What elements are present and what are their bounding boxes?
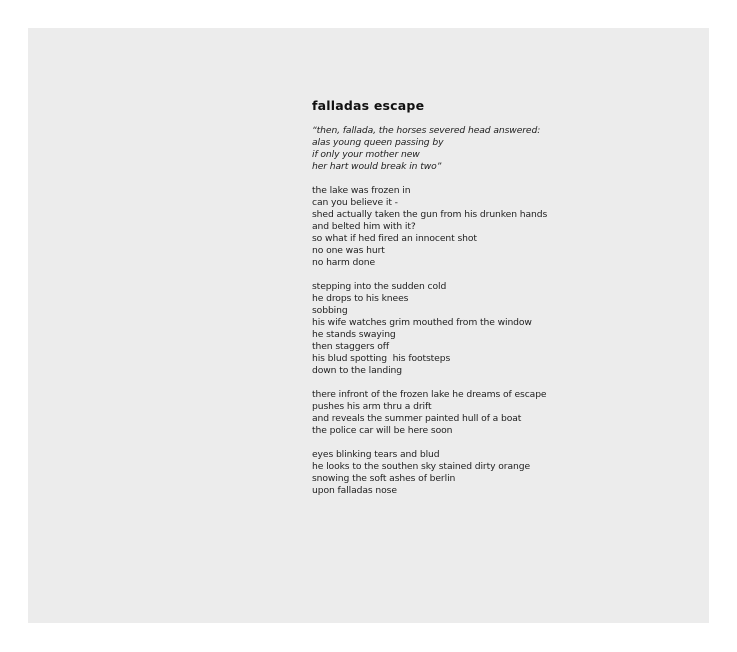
poem-line: shed actually taken the gun from his drunken hands bbox=[312, 209, 548, 220]
poem-line: he stands swaying bbox=[312, 329, 396, 340]
poem-line: stepping into the sudden cold bbox=[312, 281, 447, 292]
stanza-3 bbox=[312, 389, 547, 437]
poem-line: can you believe it - bbox=[312, 197, 398, 208]
poem-line: the police car will be here soon bbox=[312, 425, 453, 436]
poem-line: pushes his arm thru a drift bbox=[312, 401, 432, 412]
stanza-1 bbox=[312, 185, 547, 269]
poem-line: his wife watches grim mouthed from the window bbox=[312, 317, 532, 328]
poem-line: no one was hurt bbox=[312, 245, 385, 256]
stanza-epigraph bbox=[312, 125, 547, 173]
poem-line: alas young queen passing by bbox=[312, 137, 444, 148]
stanza-4 bbox=[312, 449, 547, 497]
poem-line: the lake was frozen in bbox=[312, 185, 411, 196]
poem-line: “then, fallada, the horses severed head answered: bbox=[312, 125, 541, 136]
poem-line: his blud spotting his footsteps bbox=[312, 353, 451, 364]
poem-line: and belted him with it? bbox=[312, 221, 416, 232]
poem-line: no harm done bbox=[312, 257, 376, 268]
poem-line: he looks to the southen sky stained dirty orange bbox=[312, 461, 531, 472]
poem-line: and reveals the summer painted hull of a boat bbox=[312, 413, 522, 424]
stanza-2 bbox=[312, 281, 547, 377]
poem-line: then staggers off bbox=[312, 341, 390, 352]
poem-line: he drops to his knees bbox=[312, 293, 409, 304]
poem-line: if only your mother new bbox=[312, 149, 420, 160]
poem bbox=[312, 98, 547, 509]
poem-line: sobbing bbox=[312, 305, 348, 316]
document-page bbox=[28, 28, 709, 623]
poem-line: her hart would break in two” bbox=[312, 161, 442, 172]
poem-line: there infront of the frozen lake he dreams of escape bbox=[312, 389, 547, 400]
poem-line: eyes blinking tears and blud bbox=[312, 449, 440, 460]
poem-line: upon falladas nose bbox=[312, 485, 397, 496]
poem-line: snowing the soft ashes of berlin bbox=[312, 473, 456, 484]
poem-title: falladas escape bbox=[312, 98, 425, 113]
poem-line: down to the landing bbox=[312, 365, 402, 376]
poem-line: so what if hed fired an innocent shot bbox=[312, 233, 477, 244]
